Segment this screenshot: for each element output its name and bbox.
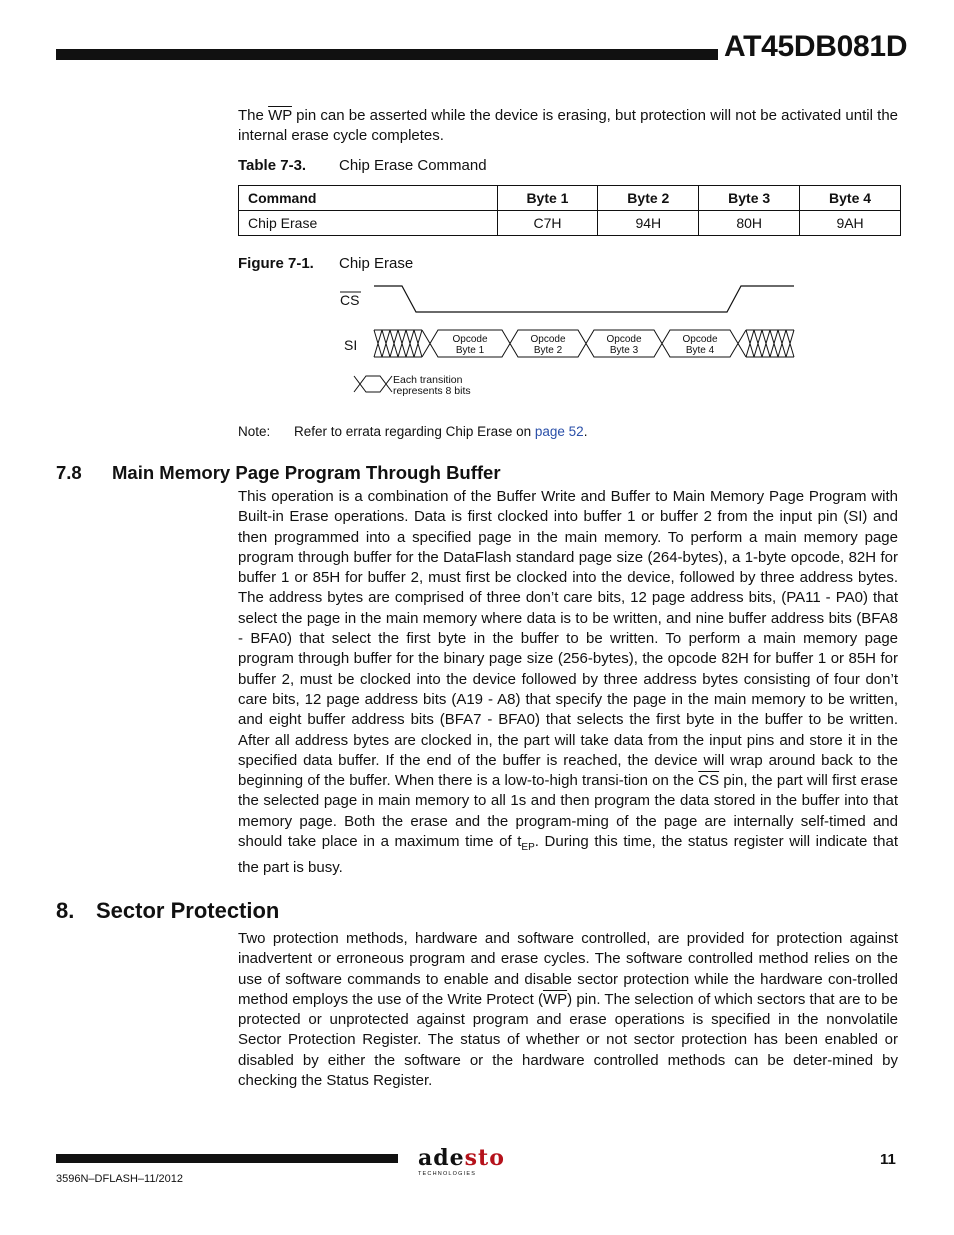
column-header: Byte 3 — [699, 186, 800, 211]
document-title: AT45DB081D — [724, 30, 908, 63]
table-cell: 80H — [699, 211, 800, 236]
page-number: 11 — [880, 1151, 896, 1168]
opcode-label: Opcode — [452, 334, 488, 345]
si-leading-transitions — [374, 330, 422, 357]
wp-signal: $\overline{WP}$ — [542, 990, 568, 1008]
opcode-label: Byte 4 — [685, 345, 715, 356]
adesto-logo: adesto TECHNOLOGIES — [418, 1145, 505, 1177]
transition-legend-symbol — [354, 376, 392, 392]
cs-signal: $\overline{CS}$ — [698, 772, 720, 790]
cs-label: CS — [340, 292, 360, 308]
table-header-row — [239, 186, 901, 211]
table-cell: 94H — [598, 211, 699, 236]
note-label: Note: — [238, 424, 271, 439]
figure-caption-title: Chip Erase — [339, 255, 414, 272]
section-number: 7.8 — [56, 462, 82, 483]
section-number: 8. — [56, 898, 75, 923]
opcode-label: Byte 2 — [533, 345, 563, 356]
column-header: Byte 4 — [800, 186, 901, 211]
table-cell: Chip Erase — [239, 211, 498, 236]
si-label: SI — [344, 337, 358, 353]
section-8-heading — [56, 898, 279, 924]
chip-erase-command-table — [238, 185, 901, 236]
opcode-label: Opcode — [682, 334, 718, 345]
column-header: Command — [239, 186, 498, 211]
table-cell: C7H — [497, 211, 598, 236]
table-caption-label: Table 7-3. — [238, 157, 307, 174]
opcode-label: Byte 3 — [609, 345, 639, 356]
note-text: Refer to errata regarding Chip Erase on — [294, 424, 535, 439]
table-caption — [238, 157, 487, 174]
legend-text-line2: represents 8 bits — [393, 385, 471, 397]
document-id: 3596N–DFLASH–11/2012 — [56, 1173, 183, 1185]
table-caption-title: Chip Erase Command — [339, 157, 487, 174]
figure-caption-label: Figure 7-1. — [238, 255, 314, 272]
chip-erase-timing-diagram — [330, 282, 810, 402]
page-52-link[interactable]: page 52 — [534, 424, 584, 439]
opcode-label: Opcode — [606, 334, 642, 345]
figure-caption — [238, 255, 413, 272]
si-trailing-transitions — [746, 330, 794, 357]
opcode-label: Opcode — [530, 334, 566, 345]
section-8-body: Two protection methods, hardware and software controlled, are provided for protection against inadvertent or erroneous program and erase cycles. The software controlled method relies on the use of software commands to enable and disable sector protection while the hardware con-trolled method employs the use of the Write Protect $(\overline{WP})$ pin. The selection of which sectors that are to be protected or unprotected against program and erase operations is specified in the nonvolatile Sector Protection Register. The status of whether or not sector protection has been enabled or disabled by either the software or the hardware controlled methods can be deter-mined by checking the Status Register. — [238, 930, 898, 1090]
footer-rule — [56, 1154, 398, 1163]
section-7-8-heading — [56, 462, 501, 484]
header-rule — [56, 49, 718, 60]
section-title: Main Memory Page Program Through Buffer — [112, 462, 501, 483]
errata-note: Note: Refer to errata regarding Chip Erase on page 52. — [238, 424, 588, 439]
wp-signal: $\overline{WP}$ — [268, 107, 292, 124]
table-cell: 9AH — [800, 211, 901, 236]
section-7-8-body: This operation is a combination of the Buffer Write and Buffer to Main Memory Page Program with Built-in Erase operations. Data is first clocked into buffer 1 or buffer 2 from the input pin (SI) and then programmed into a specified page in the main memory. To perform a main memory page program through buffer for the DataFlash standard page size (264-bytes), a 1-byte opcode, 82H for buffer 1 or 85H for buffer 2, must first be clocked into the device, followed by three address bytes. The address bytes are comprised of three don’t care bits, 12 page address bits, (PA11 - PA0) that select the page in the main memory where data is to be written, and nine buffer address bits (BFA8 - BFA0) that select the first byte in the buffer to be written. To perform a main memory page program through buffer for the binary page size (256-bytes), the opcode 82H for buffer 1 or 85H for buffer 2, must be clocked into the device followed by three address bytes consisting of four don’t care bits, 12 page address bits (A19 - A8) that specify the page in the main memory to be written, and eight buffer address bits (BFA7 - BFA0) that selects the first byte in the buffer to be written. After all address bytes are clocked in, the part will take data from the input pins and store it in the specified data buffer. If the end of the buffer is reached, the device will wrap around back to the beginning of the buffer. When there is a low-to-high transi-tion on the $\overline{CS}$ pin, the part will first erase the selected page in main memory to all 1s and then program the data stored in the buffer into that memory page. Both the erase and the program-ming of the page are internally self-timed and should take place in a maximum time of $t_{EP}$. During this time, the status register will indicate that the part is busy. — [238, 488, 899, 877]
table-row — [239, 211, 901, 236]
intro-paragraph: The $\overline{WP}$ pin can be asserted while the device is erasing, but protection will not be activated until the internal erase cycle completes. — [238, 107, 899, 145]
cs-waveform — [374, 286, 794, 312]
column-header: Byte 1 — [497, 186, 598, 211]
legend-text-line1: Each transition — [393, 374, 463, 386]
opcode-label: Byte 1 — [455, 345, 485, 356]
section-title: Sector Protection — [96, 898, 280, 923]
column-header: Byte 2 — [598, 186, 699, 211]
